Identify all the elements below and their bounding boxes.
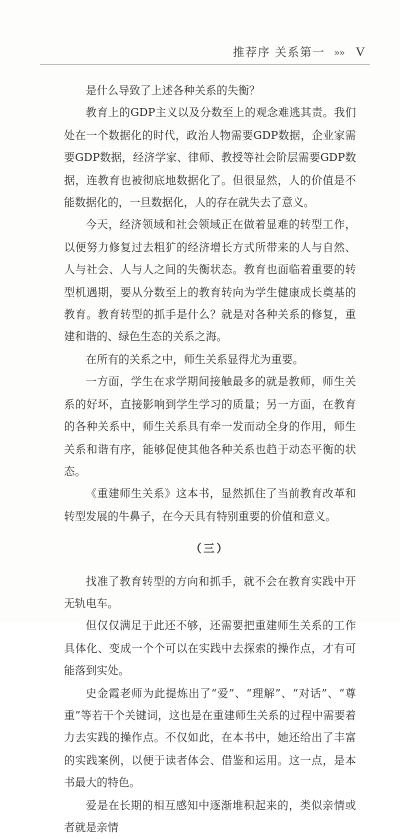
page-number: V [355, 44, 366, 59]
paragraph: 爱是在长期的相互感知中逐渐堆积起来的，类似亲情或者就是亲情 [64, 798, 356, 834]
page-body [64, 80, 356, 839]
header-rule [40, 64, 370, 65]
paragraph: 史金霞老师为此提炼出了“爱”、“理解”、“对话”、“尊重”等若干个关键词，这也是在重建师生关系的过程中需要着力去实践的操作点。不仅如此，在本书中，她还给出了丰富的实践案例，以便于读者体会、借鉴和运用。这一点，是本书最大的特色。 [64, 686, 356, 790]
paragraph: 但仅仅满足于此还不够，还需要把重建师生关系的工作具体化、变成一个个可以在实践中去探索的操作点，才有可能落到实处。 [64, 619, 356, 678]
paragraph: 今天，经济领域和社会领域正在做着显难的转型工作，以便努力修复过去粗犷的经济增长方式所带来的人与自然、人与社会、人与人之间的失衡状态。教育也面临着重要的转型机遇期，要从分数至上的教育转向为学生健康成长奠基的教育。教育转型的抓手是什么？就是对各种关系的修复，重建和谐的、绿色生态的关系之海。 [64, 218, 356, 344]
paragraph: 在所有的关系之中，师生关系显得尤为重要。 [85, 352, 304, 366]
paragraph: 找准了教育转型的方向和抓手，就不会在教育实践中开无轨电车。 [64, 574, 356, 610]
paragraph: 教育上的GDP主义以及分数至上的观念难逃其责。我们处在一个数据化的时代，政治人物需要GDP数据，企业家需要GDP数据，经济学家、律师、教授等社会阶层需要GDP数据，连教育也被彻底地数据化了。但很显然，人的价值是不能数据化的，一旦数据化，人的存在就失去了意义。 [64, 106, 356, 210]
running-header [233, 44, 366, 60]
paragraph: 《重建师生关系》这本书，显然抓住了当前教育改革和转型发展的牛鼻子，在今天具有特别重要的价值和意义。 [64, 487, 356, 523]
header-separator: »» [333, 48, 344, 59]
header-title: 推荐序 关系第一 [232, 45, 326, 59]
paragraph: 一方面，学生在求学期间接触最多的就是教师，师生关系的好坏，直接影响到学生学习的质量；另一方面，在教育的各种关系中，师生关系具有牵一发而动全身的作用，师生关系和谐有序，能够促使其他各种关系也趋于动态平衡的状态。 [64, 375, 356, 478]
section-heading: （三） [190, 542, 230, 556]
paragraph: 是什么导致了上述各种关系的失衡？ [85, 84, 261, 97]
